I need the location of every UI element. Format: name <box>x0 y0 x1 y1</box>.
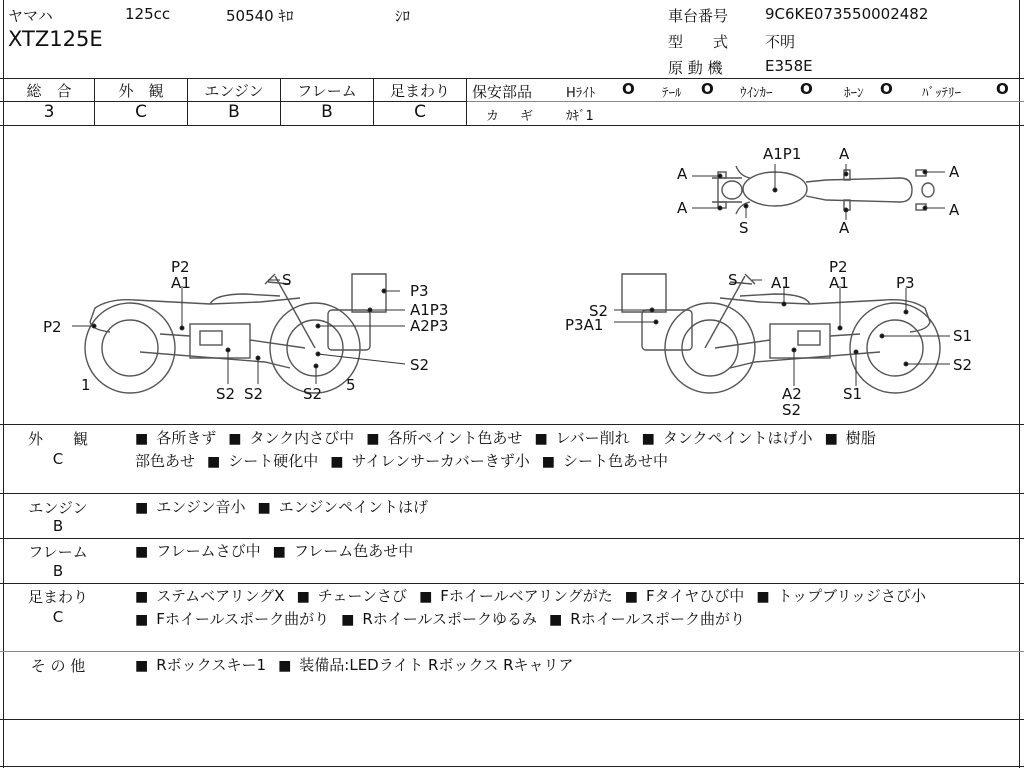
diagram-label: 1 <box>81 376 91 394</box>
note-item: ■ サイレンサーカバーきず小 <box>330 452 530 470</box>
safety-winker-mark: O <box>800 80 813 98</box>
notes-exterior-text <box>135 427 1015 473</box>
safety-tail-mark: O <box>701 80 714 98</box>
note-item: ■ Rボックスキー1 <box>135 656 266 674</box>
notes-engine-label: エンジン <box>28 499 88 517</box>
diagram-label: S2 <box>953 356 973 374</box>
safety-label: 保安部品 <box>472 83 533 101</box>
diagram-label: A <box>949 201 960 219</box>
note-item: ■ 樹脂 <box>825 429 876 447</box>
notes-frame-text <box>135 540 1015 563</box>
notes-frame-grade: B <box>52 562 64 580</box>
notes-engine-grade: B <box>52 517 64 535</box>
engine-label: 原 動 機 <box>668 59 723 77</box>
notes-suspension-text <box>135 585 1015 631</box>
divider <box>0 538 1024 539</box>
notes-other-label: そ の 他 <box>30 657 86 675</box>
safety-item-battery: ﾊﾞｯﾃﾘｰ <box>922 86 961 101</box>
diagram-label: A2 <box>782 385 802 403</box>
note-item: ■ Rホイールスポーク曲がり <box>549 610 745 628</box>
frame-no-label: 車台番号 <box>668 7 729 25</box>
safety-item-tail: ﾃｰﾙ <box>662 86 682 101</box>
grade-exterior-value: C <box>135 102 147 122</box>
note-item: ■ エンジンペイントはげ <box>258 498 429 516</box>
diagram-label: S <box>282 271 292 289</box>
divider <box>466 78 467 125</box>
diagram-label: S <box>739 219 749 237</box>
diagram-label: A2P3 <box>410 317 449 335</box>
notes-other-text <box>135 654 1015 677</box>
diagram-label: P3 <box>896 274 915 292</box>
engine-value: E358E <box>765 57 813 75</box>
safety-headlight-mark: O <box>622 80 635 98</box>
grade-engine-label: エンジン <box>204 82 264 100</box>
diagram-label: A1P3 <box>410 301 449 319</box>
grade-frame-label: フレーム <box>297 82 357 100</box>
note-item: 部色あせ <box>135 452 196 470</box>
diagram-label: S1 <box>953 327 973 345</box>
note-item: ■ シート色あせ中 <box>542 452 668 470</box>
bike-left-view <box>85 274 386 393</box>
diagram-label: P3A1 <box>565 316 604 334</box>
divider <box>0 766 1024 767</box>
key-value: ｶｷﾞ1 <box>566 109 594 124</box>
note-item: ■ 装備品:LEDライト Rボックス Rキャリア <box>278 656 573 674</box>
diagram-label: A1 <box>771 274 791 292</box>
diagram-label: A <box>839 145 850 163</box>
note-item: ■ Fタイヤひび中 <box>625 587 745 605</box>
model-name: XTZ125E <box>8 27 103 51</box>
grade-exterior-label: 外 観 <box>118 82 164 100</box>
grade-total-label: 総 合 <box>26 82 72 100</box>
notes-engine-text <box>135 496 1015 519</box>
note-item: ■ レバー削れ <box>534 429 629 447</box>
note-item: ■ シート硬化中 <box>207 452 318 470</box>
notes-exterior-label: 外 観 <box>27 430 88 448</box>
diagram-label: P2 <box>43 318 62 336</box>
grade-engine-value: B <box>228 102 240 122</box>
diagram-label: S <box>728 271 738 289</box>
diagram-label: S2 <box>410 356 430 374</box>
diagram-label: A <box>677 165 688 183</box>
note-item: ■ Fホイールスポーク曲がり <box>135 610 329 628</box>
note-item: ■ エンジン音小 <box>135 498 246 516</box>
note-item: ■ タンクペイントはげ小 <box>642 429 813 447</box>
safety-horn-mark: O <box>880 80 893 98</box>
notes-exterior-grade: C <box>52 450 64 468</box>
diagram-label: S2 <box>303 385 323 403</box>
diagram-label: A1 <box>829 274 849 292</box>
note-item: ■ Rホイールスポークゆるみ <box>341 610 537 628</box>
diagram-label: A1P1 <box>763 145 802 163</box>
divider <box>0 583 1024 584</box>
divider <box>0 78 1024 79</box>
diagram-label: A <box>949 163 960 181</box>
note-item: ■ トップブリッジさび小 <box>756 587 926 605</box>
mileage: 50540 ｷﾛ <box>226 7 294 25</box>
divider <box>0 424 1024 425</box>
diagram-label: P2 <box>829 258 848 276</box>
damage-diagram <box>0 126 1024 426</box>
grade-suspension-label: 足まわり <box>389 82 450 100</box>
divider <box>0 493 1024 494</box>
type-value: 不明 <box>765 33 796 51</box>
note-item: ■ チェーンさび <box>297 587 408 605</box>
grade-total-value: 3 <box>43 102 55 122</box>
note-item: ■ タンク内さび中 <box>228 429 354 447</box>
color: ｼﾛ <box>395 7 411 25</box>
diagram-label: P3 <box>410 282 429 300</box>
note-item: ■ 各所きず <box>135 429 216 447</box>
frame-no: 9C6KE073550002482 <box>765 5 929 23</box>
safety-item-winker: ｳｲﾝｶｰ <box>740 86 773 101</box>
diagram-label: S2 <box>216 385 236 403</box>
divider <box>466 101 1024 102</box>
type-label: 型 式 <box>668 33 729 51</box>
note-item: ■ 各所ペイント色あせ <box>366 429 522 447</box>
diagram-label: A <box>839 219 850 237</box>
diagram-label: A <box>677 199 688 217</box>
note-item: ■ フレーム色あせ中 <box>273 542 414 560</box>
maker: ヤマハ <box>8 7 53 25</box>
diagram-label: S2 <box>589 302 609 320</box>
note-item: ■ Fホイールベアリングがた <box>419 587 613 605</box>
safety-item-headlight: Hﾗｲﾄ <box>566 86 596 101</box>
diagram-label: S2 <box>782 401 802 419</box>
diagram-label: P2 <box>171 258 190 276</box>
diagram-label: S2 <box>244 385 264 403</box>
safety-item-horn: ﾎｰﾝ <box>844 86 864 101</box>
grade-frame-value: B <box>321 102 333 122</box>
displacement: 125cc <box>125 5 171 23</box>
diagram-label: A1 <box>171 274 191 292</box>
safety-battery-mark: O <box>996 80 1009 98</box>
key-label: カ ギ <box>486 109 538 124</box>
notes-frame-label: フレーム <box>28 543 88 561</box>
notes-suspension-grade: C <box>52 608 64 626</box>
diagram-label: 5 <box>346 376 356 394</box>
diagram-label: S1 <box>843 385 863 403</box>
divider <box>0 719 1024 720</box>
note-item: ■ フレームさび中 <box>135 542 261 560</box>
grade-suspension-value: C <box>414 102 426 122</box>
divider <box>0 651 1024 652</box>
notes-suspension-label: 足まわり <box>27 588 88 606</box>
note-item: ■ ステムベアリングX <box>135 587 285 605</box>
